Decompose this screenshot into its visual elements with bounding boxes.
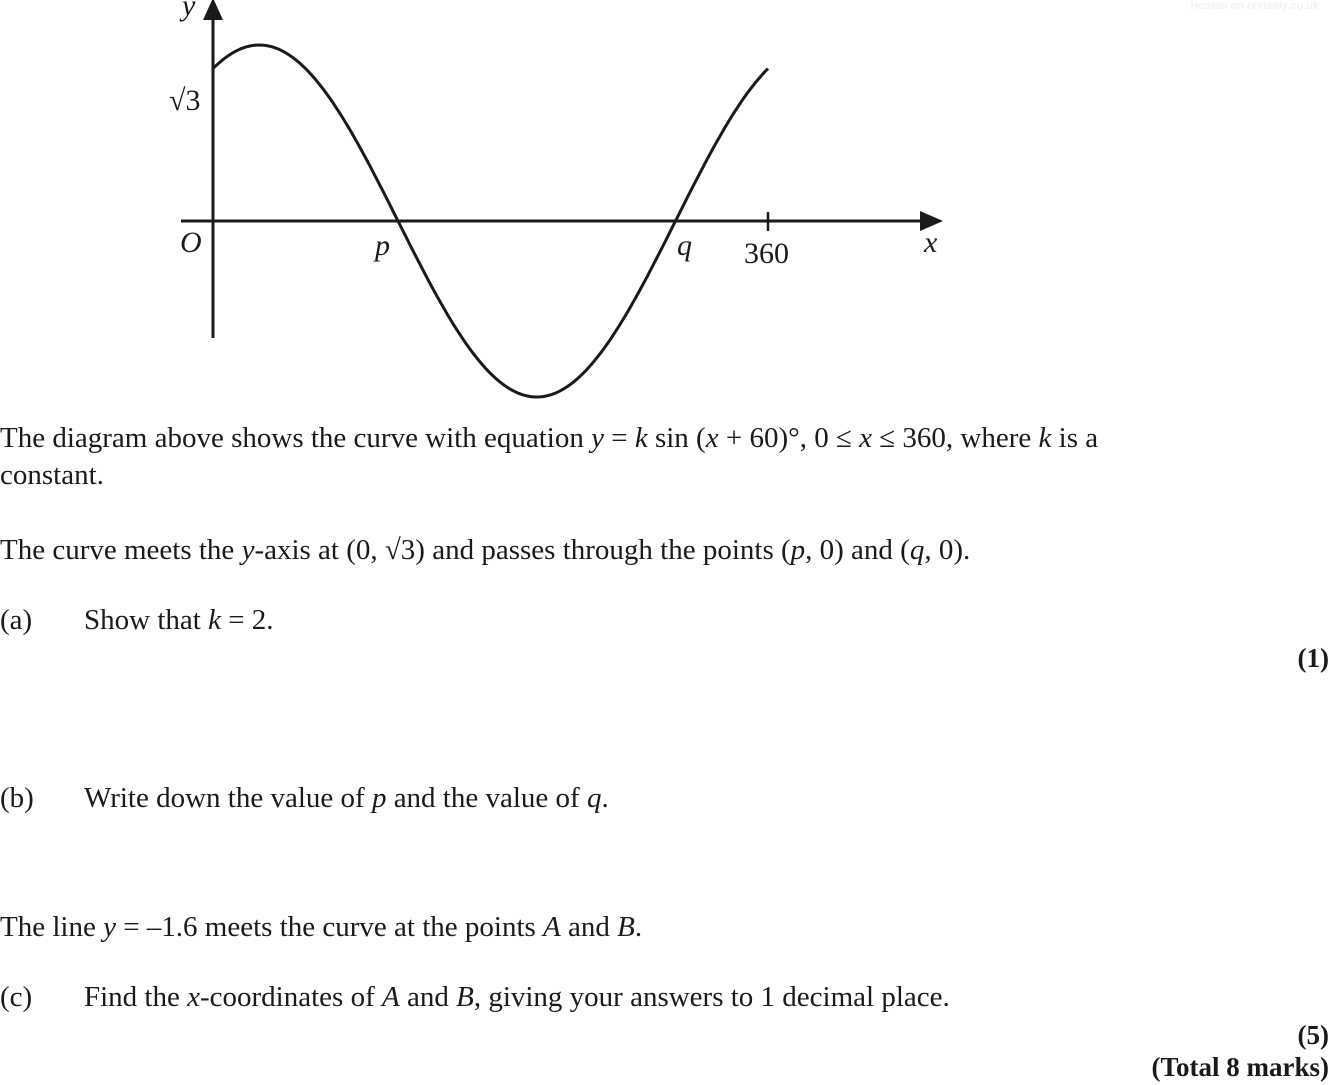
sine-curve-graph — [0, 0, 960, 400]
y-intercept-label: √3 — [169, 84, 201, 117]
q-label: q — [677, 229, 692, 262]
part-b-label: (b) — [0, 782, 34, 814]
watermark: Hosted on revisely.co.uk — [1190, 0, 1319, 12]
intro-line-1: The diagram above shows the curve with equation y = k sin (x + 60)°, 0 ≤ x ≤ 360, where k is a — [0, 422, 1099, 454]
p-label: p — [375, 229, 390, 262]
y-axis-label: y — [182, 0, 196, 22]
part-c-marks: (5) — [1297, 1020, 1329, 1050]
origin-label: O — [180, 226, 202, 259]
line-statement: The line y = –1.6 meets the curve at the points A and B. — [0, 911, 643, 943]
part-b-text: Write down the value of p and the value of q. — [84, 782, 609, 814]
part-c-label: (c) — [0, 981, 33, 1013]
intro-line-2: constant. — [0, 459, 104, 491]
total-marks: (Total 8 marks) — [1151, 1052, 1329, 1082]
part-a-marks: (1) — [1297, 643, 1329, 673]
intro-line-3: The curve meets the y-axis at (0, √3) and passes through the points (p, 0) and (q, 0). — [0, 534, 971, 566]
x-axis-label: x — [924, 226, 938, 259]
part-a-label: (a) — [0, 604, 33, 636]
part-a-text: Show that k = 2. — [84, 604, 274, 636]
y-axis-arrow — [203, 0, 223, 20]
tick-360-label: 360 — [744, 237, 789, 270]
part-c-text: Find the x-coordinates of A and B, giving your answers to 1 decimal place. — [84, 981, 950, 1013]
